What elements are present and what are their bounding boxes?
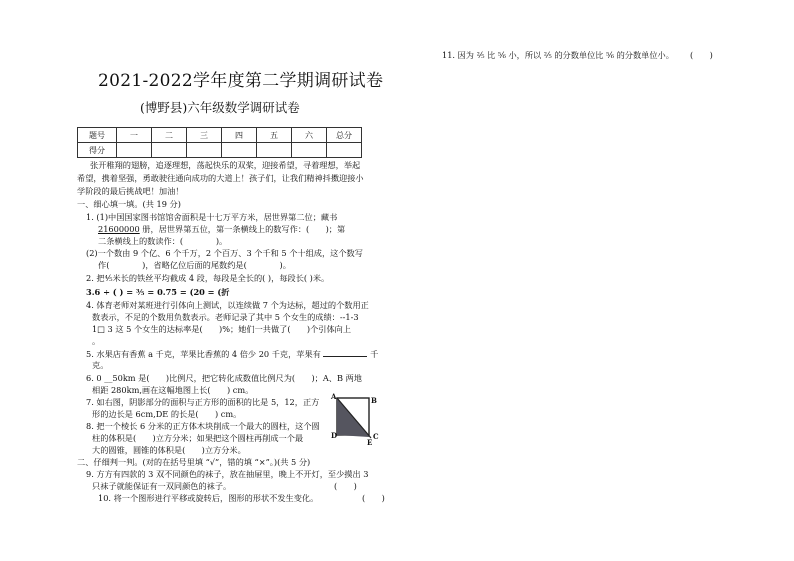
question-1-line-b bbox=[98, 224, 345, 235]
question-9-answer-paren[interactable]: ( ) bbox=[334, 481, 357, 491]
question-11: 11. 因为 ²⁄₅ 比 ⁵⁄₆ 小，所以 ²⁄₅ 的分数单位比 ⁵⁄₆ 的分数单位小。 bbox=[442, 50, 674, 60]
score-header-cell: 四 bbox=[222, 128, 257, 143]
score-header-cell: 六 bbox=[292, 128, 327, 143]
score-cell[interactable] bbox=[327, 143, 362, 158]
question-5-tail: 千 bbox=[370, 349, 379, 359]
question-1-number: 21600000 bbox=[98, 224, 140, 234]
page-title: 2021-2022学年度第二学期调研试卷 bbox=[98, 71, 384, 91]
question-1-line-d: (2)一个数由 9 个亿、6 个千万，2 个百万、3 个千和 5 个十组成，这个数写 bbox=[86, 248, 363, 258]
section-2-heading: 二、仔细判一判。(对的在括号里填 “√”，错的填 “×”。)(共 5 分) bbox=[77, 457, 311, 467]
question-5-answer-blank[interactable] bbox=[323, 348, 367, 357]
section-1-heading: 一、细心填一填。(共 19 分) bbox=[77, 199, 181, 209]
score-table bbox=[77, 127, 362, 158]
figure-label-c: C bbox=[373, 432, 379, 441]
question-1-line-e: 作( )，省略亿位后面的尾数约是( )。 bbox=[98, 260, 291, 270]
page-subtitle: (博野县)六年级数学调研试卷 bbox=[140, 100, 300, 115]
score-cell[interactable] bbox=[187, 143, 222, 158]
score-cell[interactable] bbox=[292, 143, 327, 158]
question-4-line-a: 4. 体育老师对某班进行引体向上测试，以连续做 7 个为达标，超过的个数用正 bbox=[86, 300, 369, 310]
question-4-line-b: 数表示，不足的个数用负数表示。老师记录了其中 5 个女生的成绩：--1-3 bbox=[92, 312, 359, 322]
score-header-cell: 总分 bbox=[327, 128, 362, 143]
question-10-answer-paren[interactable]: ( ) bbox=[362, 493, 385, 503]
figure-label-b: B bbox=[371, 396, 377, 405]
figure-label-a: A bbox=[331, 392, 337, 401]
intro-line-1: 张开稚翔的翅膀，追逐理想，荡起快乐的双桨，迎接希望，寻着理想，举起 bbox=[90, 160, 361, 170]
score-header-cell: 三 bbox=[187, 128, 222, 143]
question-5-text: 5. 水果店有香蕉 a 千克，苹果比香蕉的 4 倍少 20 千克，苹果有 bbox=[86, 349, 321, 359]
intro-line-2: 希望，携着坚强，勇敢驶往通向成功的大道上！孩子们，让我们精神抖擞迎接小 bbox=[77, 173, 364, 183]
question-2: 2. 把⁴⁄₅米长的铁丝平均截成 4 段，每段是全长的( )，每段长( )米。 bbox=[86, 273, 330, 283]
figure-label-e: E bbox=[367, 438, 373, 447]
question-8-line-b: 柱的体积是( )立方分米；如果把这个圆柱再削成一个最 bbox=[92, 433, 304, 443]
score-table-header-row bbox=[78, 128, 362, 143]
question-4-line-c: 1□ 3 这 5 个女生的达标率是( )%；她们一共做了( )个引体向上 bbox=[92, 324, 352, 334]
question-1-line-a: 1. (1)中国国家图书馆馆舍面积是十七万平方米，居世界第二位；藏书 bbox=[86, 212, 338, 222]
question-5-line-b: 克。 bbox=[92, 360, 109, 370]
question-8-line-a: 8. 把一个棱长 6 分米的正方体木块削成一个最大的圆柱，这个圆 bbox=[86, 421, 320, 431]
score-cell[interactable] bbox=[117, 143, 152, 158]
question-6-line-a: 6. 0 __50km 是( )比例尺，把它转化成数值比例尺为( )；A、B 两地 bbox=[86, 373, 362, 383]
question-11-answer-paren[interactable]: ( ) bbox=[690, 50, 713, 60]
question-1-line-b-rest: 册，居世界第五位，第一条横线上的数写作：( )；第 bbox=[139, 224, 346, 234]
score-header-cell: 一 bbox=[117, 128, 152, 143]
question-6-line-b: 相距 280km,画在这幅地图上长( ) cm。 bbox=[92, 385, 254, 395]
question-3: 3.6 ÷ ( ) = ³⁄₅ = 0.75 = (20 = (折 bbox=[86, 287, 230, 297]
score-cell[interactable] bbox=[257, 143, 292, 158]
question-5-line-a bbox=[86, 348, 378, 360]
score-table-score-row bbox=[78, 143, 362, 158]
question-10: 10. 将一个图形进行平移或旋转后，图形的形状不发生变化。 bbox=[98, 493, 319, 503]
question-9-line-b: 只袜子就能保证有一双同颜色的袜子。 bbox=[92, 481, 232, 491]
question-8-line-c: 大的圆锥，圆锥的体积是( )立方分米。 bbox=[92, 445, 246, 455]
score-header-cell: 题号 bbox=[78, 128, 117, 143]
question-1-line-c: 二条横线上的数读作：( )。 bbox=[98, 236, 228, 246]
question-7-line-b: 形的边长是 6cm,DE 的长是( ) cm。 bbox=[92, 409, 242, 419]
score-cell[interactable] bbox=[152, 143, 187, 158]
score-cell[interactable] bbox=[222, 143, 257, 158]
question-9-line-a: 9. 方方有四款的 3 双不同颜色的袜子，放在抽屉里，晚上不开灯，至少摸出 3 bbox=[86, 469, 369, 479]
score-row-label: 得分 bbox=[78, 143, 117, 158]
question-4-line-d: 。 bbox=[92, 336, 101, 346]
question-7-line-a: 7. 如右图，阴影部分的面积与正方形的面积的比是 5，12，正方 bbox=[86, 397, 320, 407]
intro-line-3: 学阶段的最后挑战吧！加油！ bbox=[77, 186, 184, 196]
figure-label-d: D bbox=[331, 431, 338, 440]
score-header-cell: 五 bbox=[257, 128, 292, 143]
score-header-cell: 二 bbox=[152, 128, 187, 143]
